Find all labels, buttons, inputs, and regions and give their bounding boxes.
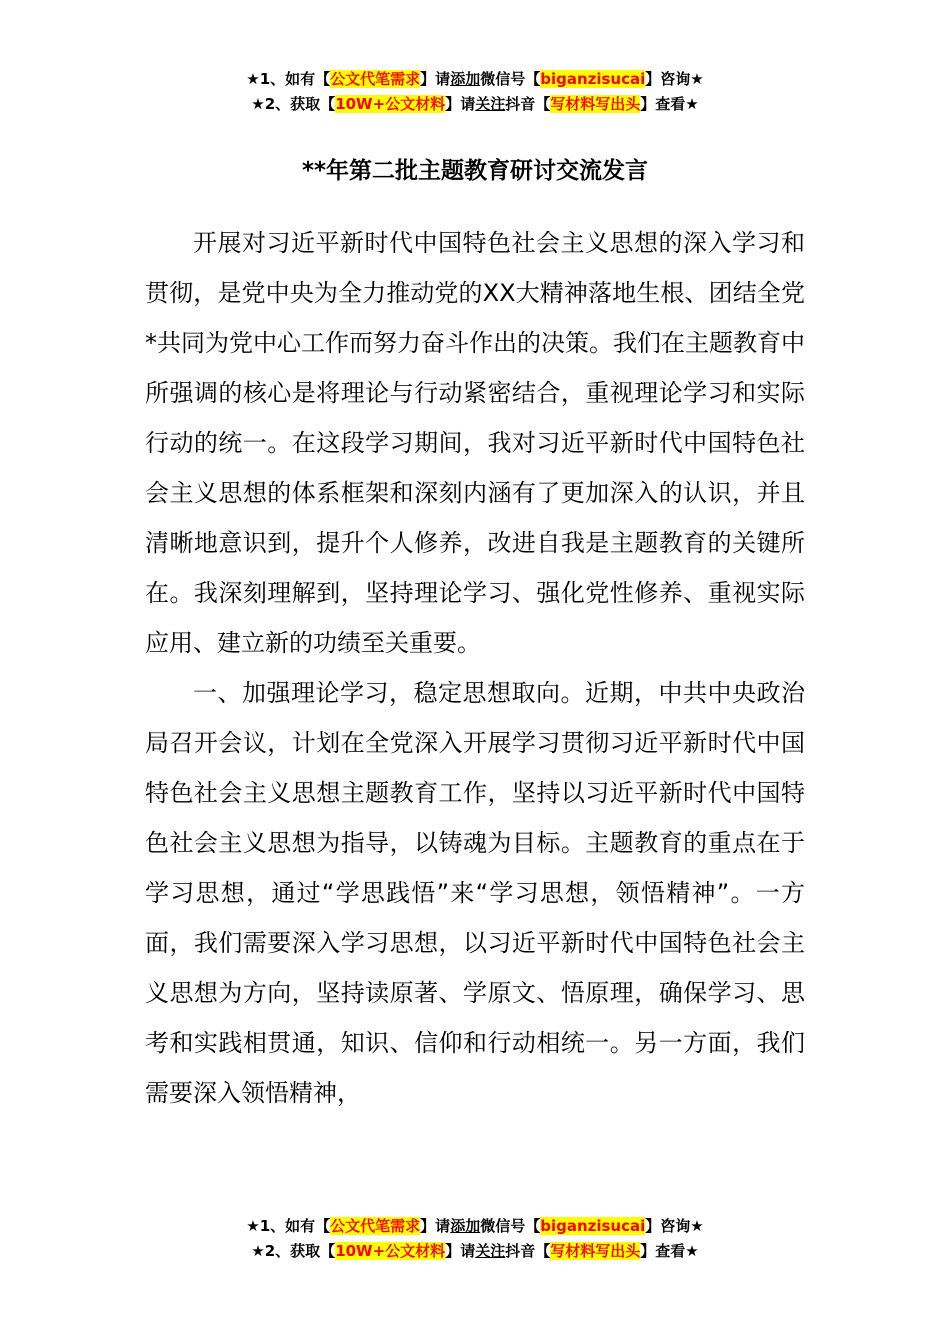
banner-text: 】查看★: [640, 95, 699, 113]
banner-highlight: 写材料写出头: [550, 95, 641, 113]
banner-line-2: [0, 1239, 950, 1264]
banner-highlight: 公文代笔需求: [330, 1217, 421, 1235]
banner-text: 】查看★: [640, 1242, 699, 1260]
banner-highlight: 写材料写出头: [550, 1242, 641, 1260]
banner-text: 】咨询★: [645, 70, 704, 88]
paragraph: 一、加强理论学习，稳定思想取向。近期，中共中央政治局召开会议，计划在全党深入开展学习贯彻习近平新时代中国特色社会主义思想主题教育工作，坚持以习近平新时代中国特色社会主义思想为指导，以铸魂为目标。主题教育的重点在于学习思想，通过“学思践悟”来“学习思想，领悟精神”。一方面，我们需要深入学习思想，以习近平新时代中国特色社会主义思想为方向，坚持读原著、学原文、悟原理，确保学习、思考和实践相贯通，知识、信仰和行动相统一。另一方面，我们需要深入领悟精神，: [145, 679, 805, 1107]
banner-line-1: [0, 67, 950, 92]
banner-text: 】请: [420, 1217, 451, 1235]
banner-underlined: 添加: [450, 70, 481, 88]
footer-banner: [0, 1214, 950, 1264]
banner-text: 】请: [445, 1242, 476, 1260]
banner-highlight: 公文代笔需求: [330, 70, 421, 88]
document-title: **年第二批主题教育研讨交流发言: [301, 158, 649, 184]
header-banner: [0, 67, 950, 117]
banner-line-1: [0, 1214, 950, 1239]
banner-text: 微信号【: [480, 70, 541, 88]
banner-text: 】请: [445, 95, 476, 113]
banner-text: 】请: [420, 70, 451, 88]
banner-text: 抖音【: [505, 1242, 551, 1260]
banner-underlined: 关注: [475, 1242, 506, 1260]
paragraph: 开展对习近平新时代中国特色社会主义思想的深入学习和贯彻，是党中央为全力推动党的XX大精神落地生根、团结全党*共同为党中心工作而努力奋斗作出的决策。我们在主题教育中所强调的核心是将理论与行动紧密结合，重视理论学习和实际行动的统一。在这段学习期间，我对习近平新时代中国特色社会主义思想的体系框架和深刻内涵有了更加深入的认识，并且清晰地意识到，提升个人修养，改进自我是主题教育的关键所在。我深刻理解到，坚持理论学习、强化党性修养、重视实际应用、建立新的功绩至关重要。: [145, 229, 805, 657]
banner-underlined: 添加: [450, 1217, 481, 1235]
banner-text: 抖音【: [505, 95, 551, 113]
banner-highlight: 10W+公文材料: [335, 1242, 446, 1260]
banner-text: ★1、如有【: [246, 70, 331, 88]
banner-text: ★2、获取【: [251, 1242, 336, 1260]
banner-text: 】咨询★: [645, 1217, 704, 1235]
banner-line-2: [0, 92, 950, 117]
document-body: [145, 218, 805, 1118]
banner-text: 微信号【: [480, 1217, 541, 1235]
banner-highlight: biganzisucai: [540, 1217, 646, 1235]
banner-text: ★2、获取【: [251, 95, 336, 113]
banner-text: ★1、如有【: [246, 1217, 331, 1235]
banner-underlined: 关注: [475, 95, 506, 113]
banner-highlight: 10W+公文材料: [335, 95, 446, 113]
banner-highlight: biganzisucai: [540, 70, 646, 88]
